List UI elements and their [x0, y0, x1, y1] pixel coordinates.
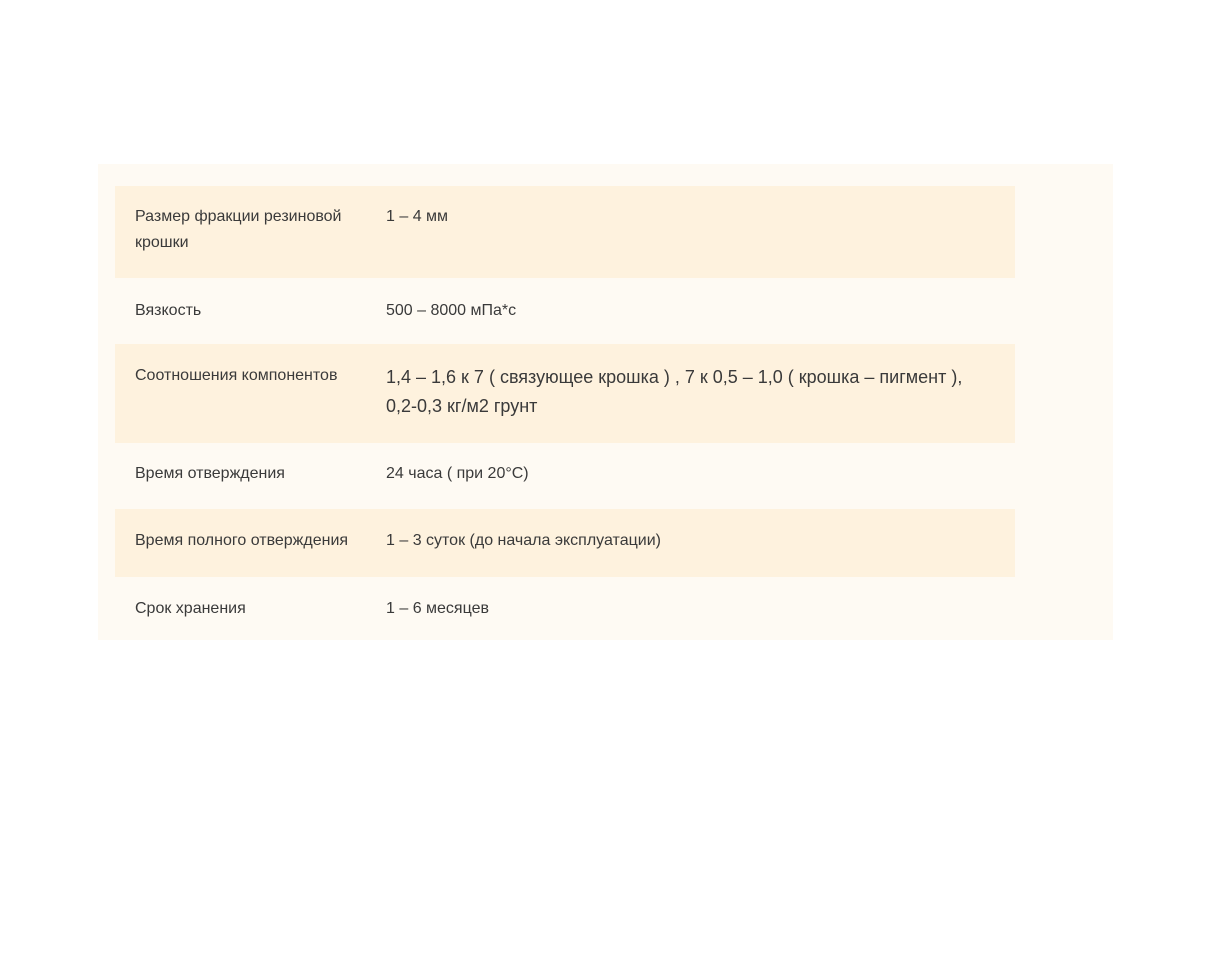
spec-value: 1 – 3 суток (до начала эксплуатации) — [386, 532, 661, 549]
spec-row-component-ratio — [115, 344, 1015, 443]
spec-value: 500 – 8000 мПа*с — [386, 302, 517, 319]
spec-label: Вязкость — [135, 302, 202, 319]
spec-label: Срок хранения — [135, 600, 246, 617]
specifications-panel — [98, 164, 1113, 640]
spec-label: Соотношения компонентов — [135, 367, 338, 384]
spec-value: 24 часа ( при 20°С) — [386, 465, 529, 482]
spec-label: Время отверждения — [135, 465, 285, 482]
spec-value: 1,4 – 1,6 к 7 ( связующее крошка ) , 7 к 0,5 – 1,0 ( крошка – пигмент ), 0,2-0,3 кг/м2 грунт — [386, 367, 963, 416]
spec-value: 1 – 4 мм — [386, 208, 449, 225]
spec-value: 1 – 6 месяцев — [386, 600, 489, 617]
specifications-table — [115, 186, 1015, 640]
spec-row-viscosity — [115, 278, 1015, 344]
spec-row-full-curing-time — [115, 509, 1015, 577]
spec-label: Размер фракции резиновой крошки — [135, 208, 342, 251]
spec-row-shelf-life — [115, 577, 1015, 640]
spec-row-curing-time — [115, 443, 1015, 509]
spec-row-fraction-size — [115, 186, 1015, 278]
spec-label: Время полного отверждения — [135, 532, 349, 549]
